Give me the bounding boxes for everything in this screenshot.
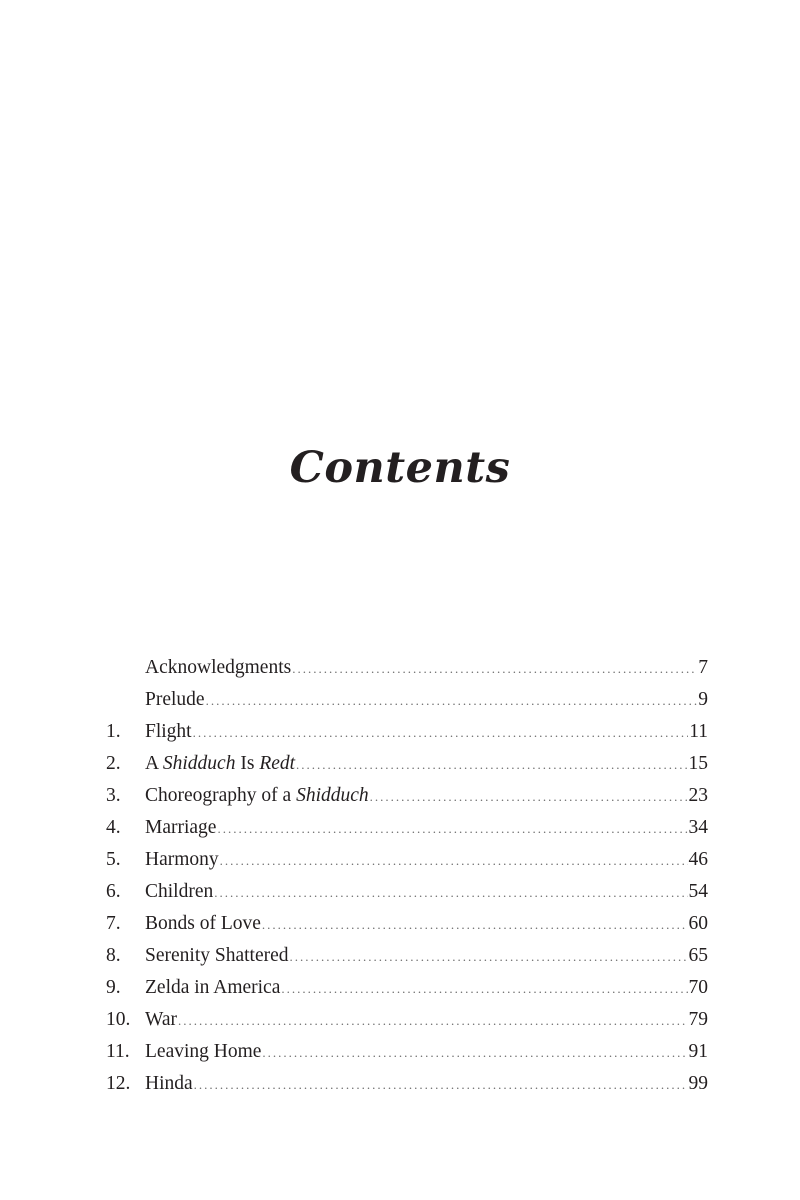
chapter-number: 10.	[106, 1009, 131, 1030]
chapter-title-segment: Is	[235, 753, 260, 774]
chapter-title-segment: Serenity Shattered	[145, 945, 289, 966]
chapter-title-segment: War	[145, 1009, 177, 1030]
chapter-title-italic-segment: Redt	[259, 753, 296, 774]
toc-entry[interactable]	[106, 972, 708, 1004]
dot-leader	[220, 845, 688, 877]
chapter-title	[145, 1004, 177, 1036]
dot-leader	[281, 973, 687, 1005]
page-number: 7	[698, 657, 708, 678]
chapter-title-segment: Bonds of Love	[145, 913, 261, 934]
page-number: 91	[688, 1041, 708, 1062]
dot-leader	[214, 877, 687, 909]
chapter-number: 9.	[106, 977, 121, 998]
page-number: 15	[688, 753, 708, 774]
chapter-title	[145, 908, 261, 940]
chapter-title	[145, 972, 280, 1004]
toc-entry[interactable]	[106, 1036, 708, 1068]
dot-leader	[370, 781, 688, 813]
table-of-contents	[106, 652, 708, 1100]
chapter-number: 11.	[106, 1041, 130, 1062]
chapter-title	[145, 876, 213, 908]
chapter-number: 6.	[106, 881, 121, 902]
chapter-title-segment: Flight	[145, 721, 192, 742]
chapter-title	[145, 1068, 193, 1100]
chapter-number: 1.	[106, 721, 121, 742]
chapter-title-segment: Harmony	[145, 849, 219, 870]
toc-entry[interactable]	[106, 908, 708, 940]
chapter-title-segment: Prelude	[145, 689, 205, 710]
chapter-title	[145, 940, 289, 972]
toc-entry[interactable]	[106, 876, 708, 908]
page-number: 46	[688, 849, 708, 870]
dot-leader	[217, 813, 687, 845]
toc-entry[interactable]	[106, 1068, 708, 1100]
dot-leader	[290, 941, 688, 973]
dot-leader	[296, 749, 687, 781]
chapter-title	[145, 844, 219, 876]
chapter-title-segment: Zelda in America	[145, 977, 281, 998]
page-number: 54	[688, 881, 708, 902]
page-number: 11	[689, 721, 708, 742]
page-number: 70	[688, 977, 708, 998]
toc-entry[interactable]	[106, 844, 708, 876]
chapter-title-segment: Acknowledgments	[145, 657, 292, 678]
toc-entry[interactable]	[106, 652, 708, 684]
page-number: 79	[688, 1009, 708, 1030]
chapter-number: 4.	[106, 817, 121, 838]
dot-leader	[193, 717, 689, 749]
chapter-title	[145, 812, 216, 844]
page-number: 9	[698, 689, 708, 710]
toc-entry[interactable]	[106, 1004, 708, 1036]
chapter-number: 12.	[106, 1073, 131, 1094]
page-number: 65	[688, 945, 708, 966]
dot-leader	[194, 1069, 688, 1101]
chapter-title	[145, 748, 295, 780]
page-number: 99	[688, 1073, 708, 1094]
chapter-title	[145, 684, 205, 716]
chapter-title-segment: Leaving Home	[145, 1041, 262, 1062]
toc-entry[interactable]	[106, 748, 708, 780]
dot-leader	[178, 1005, 688, 1037]
toc-entry[interactable]	[106, 812, 708, 844]
chapter-title-segment: Children	[145, 881, 214, 902]
chapter-title-italic-segment: Shidduch	[162, 753, 236, 774]
page-number: 23	[688, 785, 708, 806]
chapter-number: 5.	[106, 849, 121, 870]
chapter-title-segment: Marriage	[145, 817, 217, 838]
chapter-title	[145, 652, 291, 684]
page-number: 60	[688, 913, 708, 934]
dot-leader	[262, 909, 688, 941]
page-number: 34	[688, 817, 708, 838]
chapter-title	[145, 780, 369, 812]
chapter-title-segment: A	[145, 753, 163, 774]
toc-entry[interactable]	[106, 940, 708, 972]
chapter-title	[145, 716, 192, 748]
chapter-number: 7.	[106, 913, 121, 934]
toc-entry[interactable]	[106, 780, 708, 812]
chapter-title-segment: Hinda	[145, 1073, 193, 1094]
dot-leader	[292, 653, 697, 685]
toc-entry[interactable]	[106, 684, 708, 716]
chapter-title-segment: Choreography of a	[145, 785, 297, 806]
chapter-number: 2.	[106, 753, 121, 774]
chapter-number: 3.	[106, 785, 121, 806]
dot-leader	[262, 1037, 687, 1069]
page-title: Contents	[289, 443, 511, 493]
chapter-title-italic-segment: Shidduch	[296, 785, 369, 806]
chapter-title	[145, 1036, 261, 1068]
dot-leader	[206, 685, 698, 717]
toc-entry[interactable]	[106, 716, 708, 748]
chapter-number: 8.	[106, 945, 121, 966]
